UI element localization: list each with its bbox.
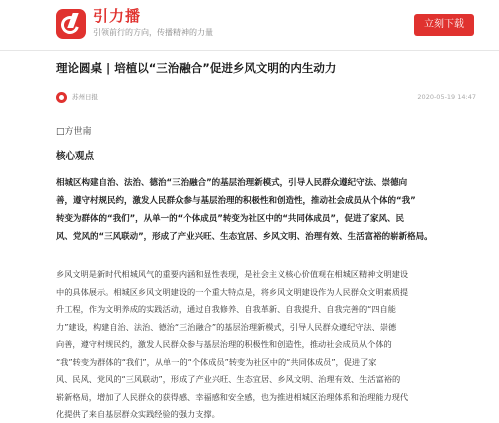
summary-line: 转变为群体的“我们”，从单一的“个体成员”转变为社区中的“共同体成员”，促进了家风、民 (56, 214, 405, 224)
section-heading: 核心观点 (56, 151, 95, 162)
summary-line: 善，遵守村规民约，激发人民群众参与基层治理的积极性和创造性，推动社会成员从个体的“我” (56, 196, 416, 206)
brand-name: 引力播 (93, 7, 142, 25)
download-app-button[interactable]: 立刻下载 (414, 14, 474, 36)
body-line: 中的具体展示。相城区乡风文明建设的一个重大特点是，将乡风文明建设作为人民群众文明素质提 (56, 286, 409, 297)
article-title: 理论圆桌 | 培植以“三治融合”促进乡风文明的内生动力 (56, 61, 337, 75)
summary-paragraph (56, 174, 478, 246)
body-paragraph (56, 266, 478, 423)
summary-line: 风、党风的“三风联动”，形成了产业兴旺、生态宜居、乡风文明、治理有效、生活富裕的崭新格局。 (56, 232, 433, 242)
article-meta (56, 92, 476, 104)
body-line: 崭新格局，增加了人民群众的获得感、幸福感和安全感，也为推进相城区治理体系和治理能力现代 (56, 391, 409, 402)
author-byline: □方世南 (56, 127, 92, 137)
header-divider (0, 50, 499, 51)
body-line: “我”转变为群体的“我们”，从单一的“个体成员”转变为社区中的“共同体成员”，促进了家 (56, 356, 377, 367)
suzhou-daily-avatar-icon[interactable] (56, 92, 67, 103)
body-line: 乡风文明是新时代相城风气的重要内涵和显性表现，是社会主义核心价值观在相城区精神文明建设 (56, 269, 409, 279)
publish-time: 2020-05-19 14:47 (417, 93, 476, 101)
source-name[interactable]: 苏州日报 (72, 93, 98, 101)
body-line: 化提供了来自基层群众实践经验的强力支撑。 (56, 409, 220, 419)
app-header (0, 0, 499, 50)
yinlibo-logo-icon[interactable] (56, 9, 86, 39)
body-line: 升工程，作为文明养成的实践活动，通过自我修养、自我革新、自我提升、自我完善的“四自能 (56, 304, 396, 314)
body-line: 风、民风、党风的“三风联动”，形成了产业兴旺、生态宜居、乡风文明、治理有效、生活富裕的 (56, 374, 401, 384)
body-line: 力”建设，构建自治、法治、德治“三治融合”的基层治理新模式，引导人民群众遵纪守法、崇德 (56, 321, 397, 332)
body-line: 向善，遵守村规民约，激发人民群众参与基层治理的积极性和创造性，推动社会成员从个体的 (56, 339, 392, 349)
brand-slogan: 引领前行的方向，传播精神的力量 (93, 28, 213, 37)
summary-line: 相城区构建自治、法治、德治“三治融合”的基层治理新模式，引导人民群众遵纪守法、崇德向 (56, 178, 408, 188)
